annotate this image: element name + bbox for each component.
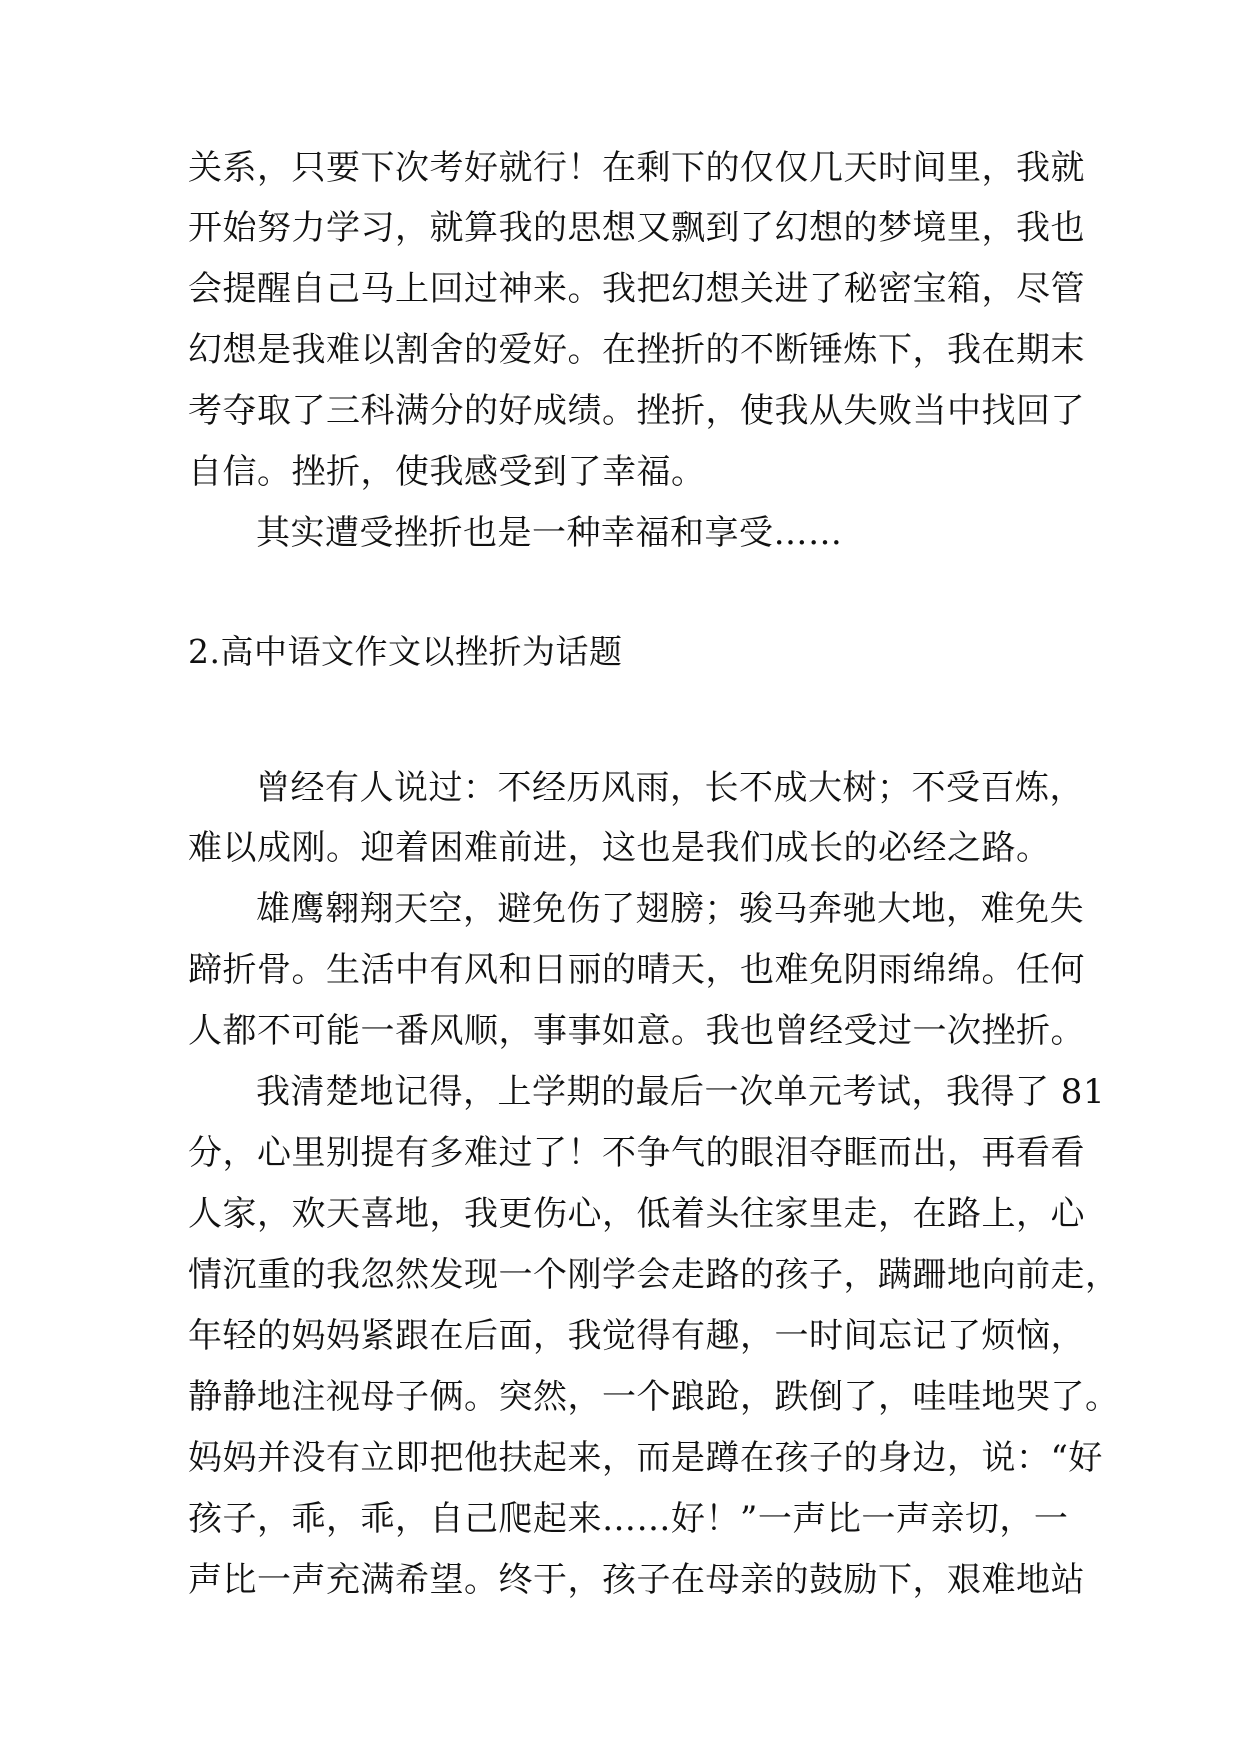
text-line: 年轻的妈妈紧跟在后面，我觉得有趣，一时间忘记了烦恼， [188, 1316, 1085, 1356]
text-line: 孩子，乖，乖，自己爬起来……好！”一声比一声亲切，一 [188, 1499, 1069, 1539]
closing-line: 其实遭受挫折也是一种幸福和享受…… [256, 513, 843, 553]
text-line: 会提醒自己马上回过神来。我把幻想关进了秘密宝箱，尽管 [188, 269, 1085, 309]
text-line: 蹄折骨。生活中有风和日丽的晴天，也难免阴雨绵绵。任何 [188, 950, 1085, 990]
text-line: 幻想是我难以割舍的爱好。在挫折的不断锤炼下，我在期末 [188, 330, 1085, 370]
text-line: 考夺取了三科满分的好成绩。挫折，使我从失败当中找回了 [188, 391, 1085, 431]
text-line: 我清楚地记得，上学期的最后一次单元考试，我得了 81 [256, 1072, 1106, 1112]
text-line: 雄鹰翱翔天空，避免伤了翅膀；骏马奔驰大地，难免失 [256, 889, 1084, 929]
text-line: 人都不可能一番风顺，事事如意。我也曾经受过一次挫折。 [188, 1011, 1085, 1051]
text-line: 静静地注视母子俩。突然，一个踉跄，跌倒了，哇哇地哭了。 [188, 1377, 1120, 1417]
text-line: 人家，欢天喜地，我更伤心，低着头往家里走，在路上，心 [188, 1194, 1085, 1234]
text-line: 关系，只要下次考好就行！在剩下的仅仅几天时间里，我就 [188, 148, 1085, 188]
text-line: 曾经有人说过：不经历风雨，长不成大树；不受百炼， [256, 768, 1084, 808]
text-line: 难以成刚。迎着困难前进，这也是我们成长的必经之路。 [188, 828, 1051, 868]
text-line: 妈妈并没有立即把他扶起来，而是蹲在孩子的身边，说：“好 [188, 1438, 1103, 1478]
section-title: 2.高中语文作文以挫折为话题 [188, 632, 623, 671]
text-line: 自信。挫折，使我感受到了幸福。 [188, 452, 706, 492]
text-line: 开始努力学习，就算我的思想又飘到了幻想的梦境里，我也 [188, 208, 1085, 248]
text-line: 情沉重的我忽然发现一个刚学会走路的孩子，蹒跚地向前走， [188, 1255, 1120, 1295]
text-line: 声比一声充满希望。终于，孩子在母亲的鼓励下，艰难地站 [188, 1560, 1085, 1600]
text-line: 分，心里别提有多难过了！不争气的眼泪夺眶而出，再看看 [188, 1133, 1085, 1173]
